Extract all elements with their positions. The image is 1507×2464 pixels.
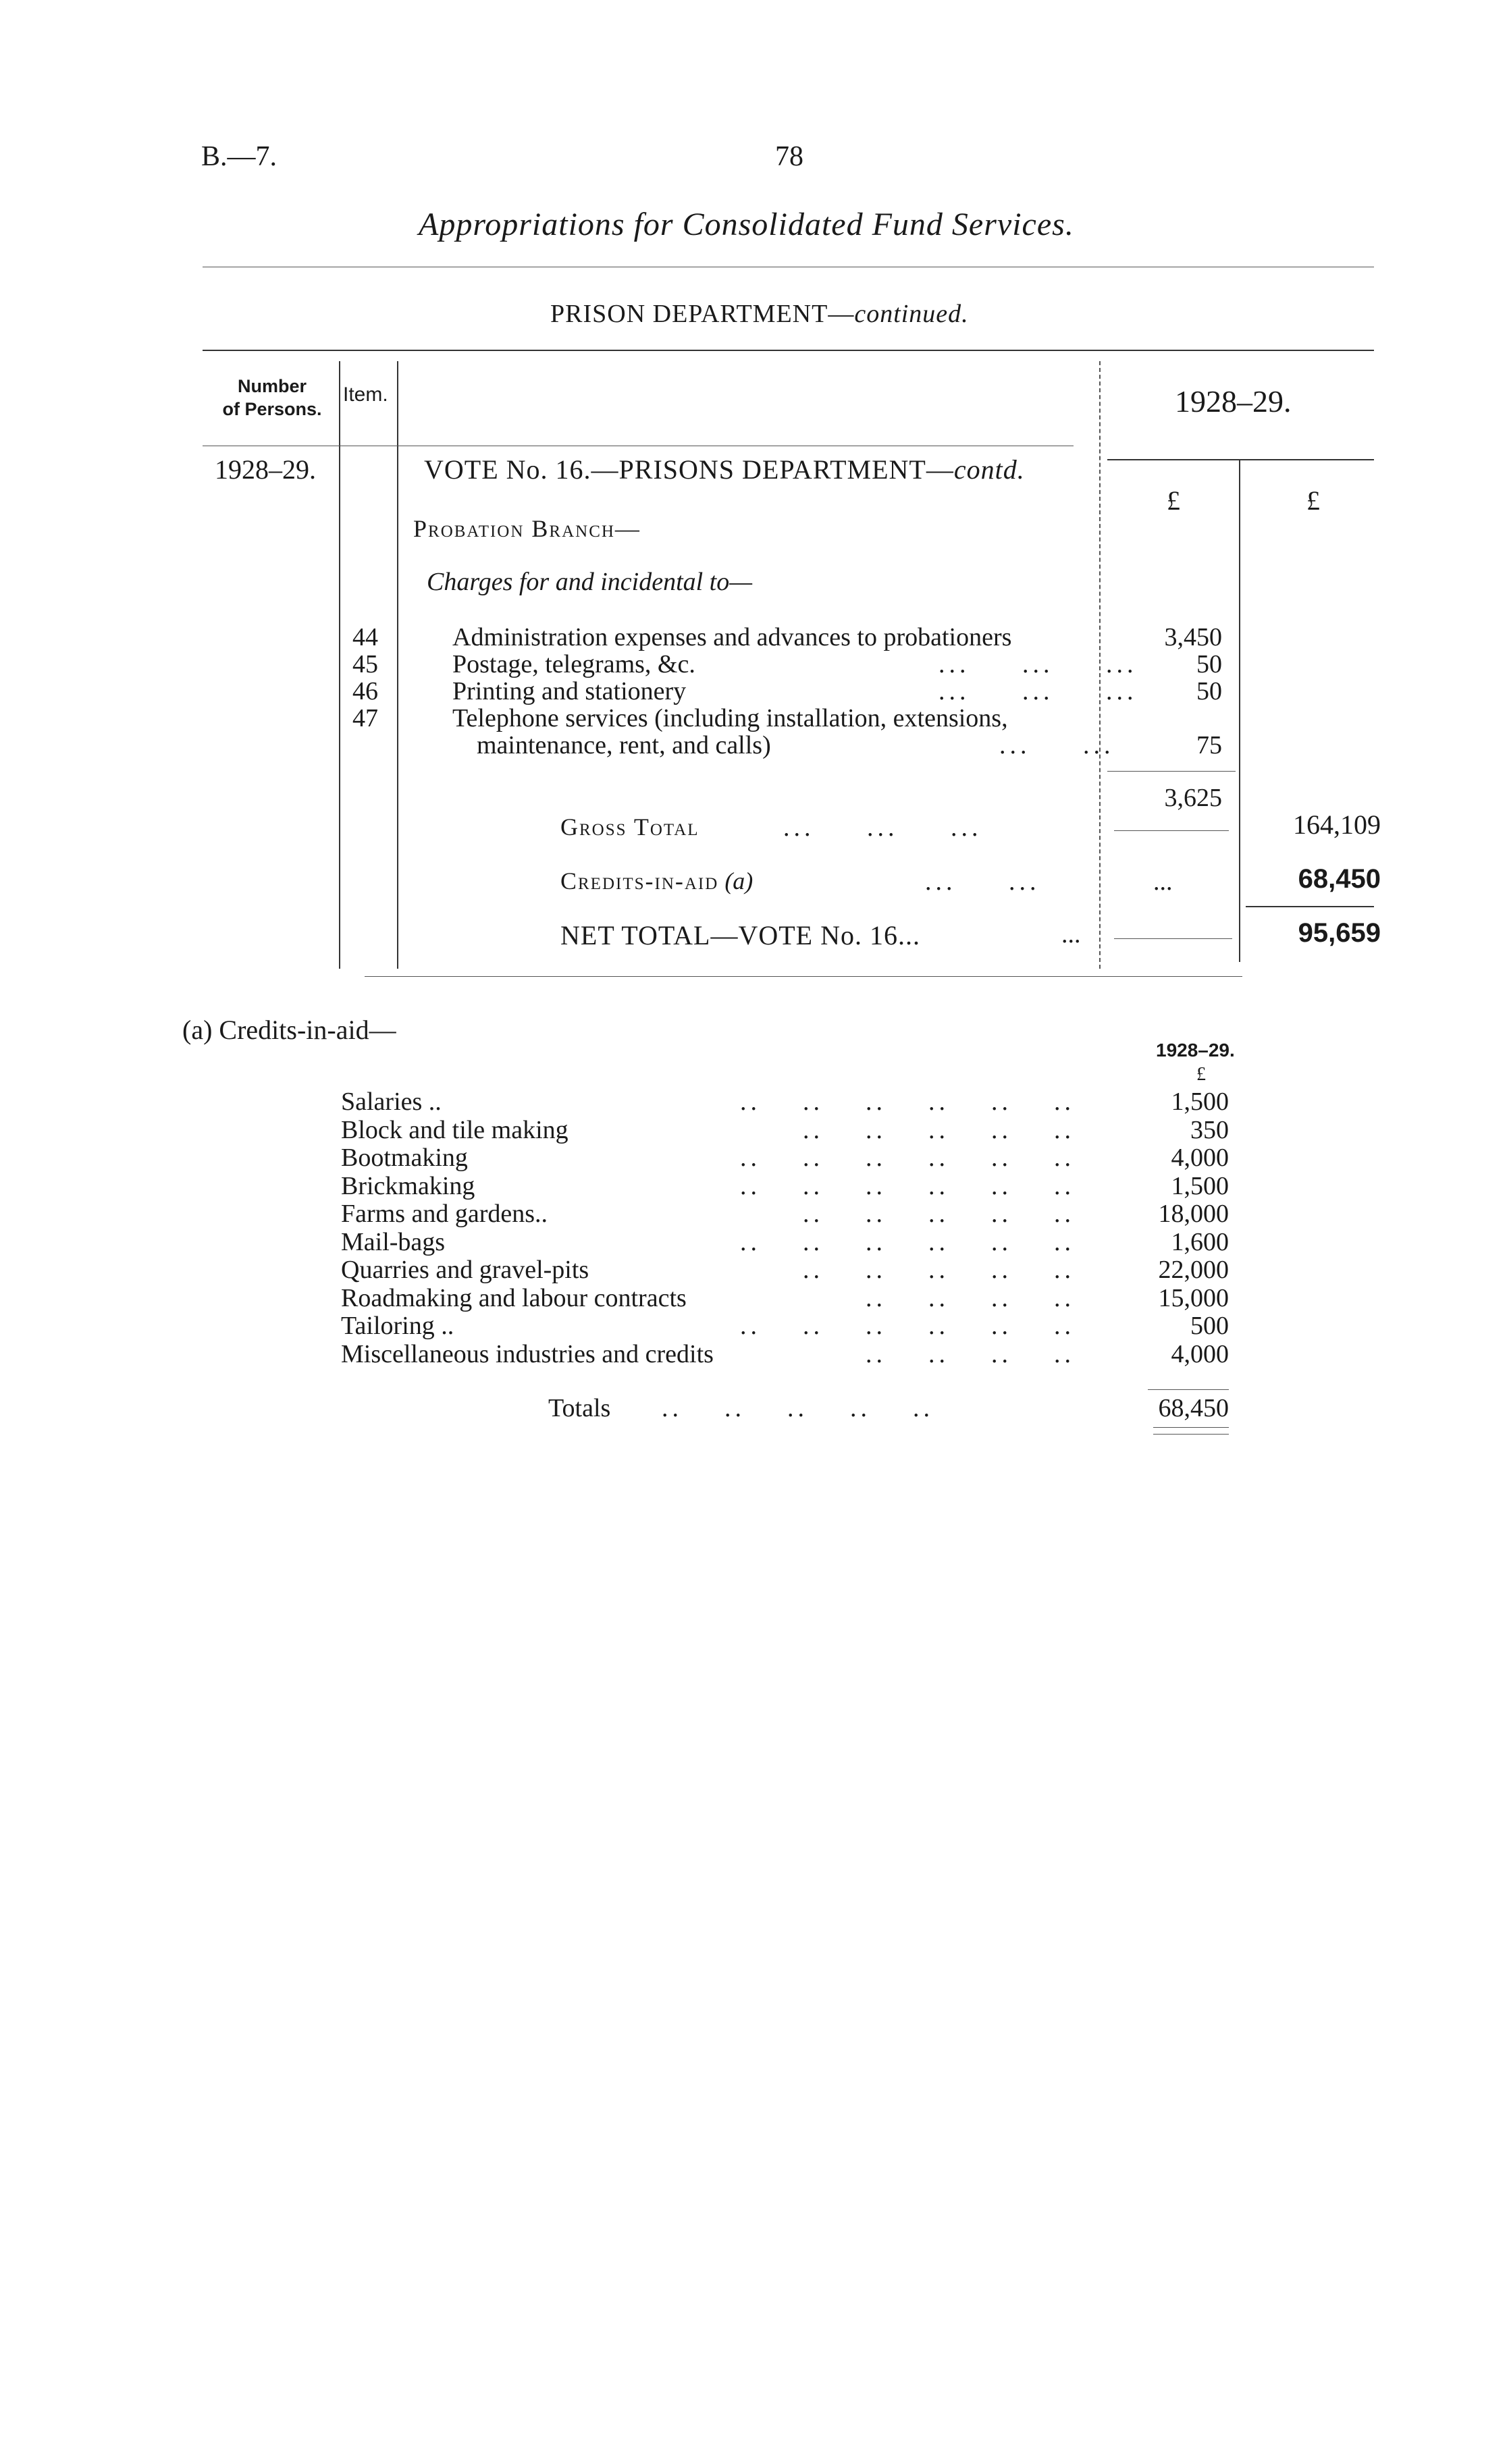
credits-row-label: Block and tile making bbox=[341, 1116, 569, 1144]
item-number: 45 bbox=[352, 650, 378, 678]
leader-dots: .. .. .. .. .. .. bbox=[740, 1088, 1075, 1116]
item-amount: 3,450 bbox=[1164, 623, 1222, 651]
item-description: Telephone services (including installation, extensions, bbox=[452, 704, 1008, 732]
leader-dots: .. .. .. .. .. .. bbox=[740, 1228, 1075, 1256]
credits-row-value: 1,600 bbox=[1171, 1228, 1229, 1256]
credits-row-value: 18,000 bbox=[1158, 1200, 1229, 1228]
credits-row-value: 4,000 bbox=[1171, 1340, 1229, 1368]
page-title: Appropriations for Consolidated Fund Services. bbox=[419, 207, 1074, 242]
net-total-label: NET TOTAL—VOTE No. 16... bbox=[560, 920, 920, 950]
credits-row-value: 22,000 bbox=[1158, 1256, 1229, 1284]
credits-row-label: Miscellaneous industries and credits bbox=[341, 1340, 714, 1368]
item-amount: 50 bbox=[1196, 677, 1222, 705]
item-description-continued: maintenance, rent, and calls) bbox=[477, 731, 771, 759]
leader-dots: .. .. .. .. bbox=[866, 1340, 1075, 1368]
item-description: Postage, telegrams, &c. bbox=[452, 650, 695, 678]
table-bottom-rule bbox=[365, 976, 1242, 977]
credits-row-label: Roadmaking and labour contracts bbox=[341, 1284, 687, 1312]
leader-dots: ... ... ... bbox=[938, 677, 1138, 705]
footnote-currency: £ bbox=[1196, 1064, 1206, 1085]
subtitle-italic: continued. bbox=[854, 300, 969, 328]
item-number: 47 bbox=[352, 704, 378, 732]
gross-total-amount: 164,109 bbox=[1293, 809, 1381, 840]
net-total-dots: ... bbox=[1061, 920, 1081, 948]
item-amount: 50 bbox=[1196, 650, 1222, 678]
credits-row-label: Tailoring .. bbox=[341, 1312, 454, 1340]
credits-row-label: Bootmaking bbox=[341, 1144, 468, 1172]
footnote-year: 1928–29. bbox=[1156, 1040, 1235, 1061]
footnote-totals-label: Totals bbox=[548, 1394, 611, 1422]
leader-dots: .. .. .. .. .. bbox=[803, 1200, 1075, 1228]
totals-double-rule-1 bbox=[1153, 1427, 1229, 1428]
credits-in-aid-ref: (a) bbox=[724, 867, 754, 894]
currency-symbol-total: £ bbox=[1306, 485, 1320, 516]
vote-title-main: VOTE No. 16.—PRISONS DEPARTMENT— bbox=[424, 454, 954, 485]
footnote-totals-value: 68,450 bbox=[1158, 1394, 1229, 1422]
credits-row-value: 1,500 bbox=[1171, 1088, 1229, 1116]
leader-dots: .. .. .. .. .. .. bbox=[740, 1172, 1075, 1200]
branch-heading: Probation Branch— bbox=[413, 515, 641, 542]
column-divider-item bbox=[397, 361, 398, 969]
charges-heading: Charges for and incidental to— bbox=[427, 568, 753, 596]
totals-rule-top bbox=[1148, 1389, 1229, 1390]
leader-dots: ... ... bbox=[925, 867, 1040, 896]
credits-row-label: Brickmaking bbox=[341, 1172, 475, 1200]
column-header-year: 1928–29. bbox=[1175, 384, 1292, 419]
column-divider-amount bbox=[1239, 459, 1240, 962]
footnote-label: (a) Credits-in-aid— bbox=[182, 1015, 396, 1045]
credits-row-label: Mail-bags bbox=[341, 1228, 446, 1256]
totals-double-rule-2 bbox=[1153, 1434, 1229, 1435]
credits-rule bbox=[1246, 906, 1374, 907]
subtotal-rule bbox=[1107, 771, 1236, 772]
page-number: 78 bbox=[775, 141, 803, 172]
item-number: 46 bbox=[352, 677, 378, 705]
subtotal-amount: 3,625 bbox=[1164, 784, 1222, 812]
subtitle-main: PRISON DEPARTMENT— bbox=[550, 300, 855, 328]
column-header-item: Item. bbox=[343, 383, 388, 406]
gross-rule bbox=[1114, 830, 1229, 831]
section-subtitle bbox=[550, 299, 969, 329]
column-header-number-line1: Number bbox=[237, 376, 307, 396]
document-reference: B.—7. bbox=[201, 141, 277, 172]
credits-in-aid-amount: 68,450 bbox=[1298, 864, 1381, 894]
column-header-number bbox=[215, 375, 329, 421]
net-rule bbox=[1114, 938, 1232, 939]
item-description: Administration expenses and advances to probationers bbox=[452, 623, 1012, 651]
leader-dots: ... ... bbox=[999, 731, 1115, 759]
table-top-rule bbox=[203, 350, 1374, 351]
credits-in-aid-text: Credits-in-aid bbox=[560, 867, 719, 894]
item-amount: 75 bbox=[1196, 731, 1222, 759]
gross-total-label: Gross Total bbox=[560, 813, 699, 840]
credits-mid-dots: ... bbox=[1153, 867, 1173, 896]
credits-row-value: 350 bbox=[1190, 1116, 1229, 1144]
number-of-persons-year: 1928–29. bbox=[215, 454, 316, 485]
credits-row-value: 15,000 bbox=[1158, 1284, 1229, 1312]
item-number: 44 bbox=[352, 623, 378, 651]
credits-row-value: 1,500 bbox=[1171, 1172, 1229, 1200]
column-divider-number bbox=[339, 361, 340, 969]
credits-row-label: Farms and gardens.. bbox=[341, 1200, 548, 1228]
credits-in-aid-label bbox=[560, 867, 753, 895]
year-underline bbox=[1107, 459, 1374, 460]
leader-dots: .. .. .. .. bbox=[866, 1284, 1075, 1312]
leader-dots: .. .. .. .. .. .. bbox=[740, 1312, 1075, 1340]
item-description: Printing and stationery bbox=[452, 677, 687, 705]
currency-symbol-subtotal: £ bbox=[1167, 485, 1180, 516]
column-header-number-line2: of Persons. bbox=[222, 399, 322, 419]
leader-dots: .. .. .. .. .. .. bbox=[740, 1144, 1075, 1172]
net-total-amount: 95,659 bbox=[1298, 918, 1381, 948]
leader-dots: .. .. .. .. .. bbox=[662, 1394, 934, 1422]
credits-row-value: 500 bbox=[1190, 1312, 1229, 1340]
vote-title bbox=[424, 454, 1025, 485]
leader-dots: ... ... ... bbox=[938, 650, 1138, 678]
vote-title-italic: contd. bbox=[953, 454, 1025, 485]
credits-row-label: Quarries and gravel-pits bbox=[341, 1256, 589, 1284]
leader-dots: .. .. .. .. .. bbox=[803, 1256, 1075, 1284]
credits-row-label: Salaries .. bbox=[341, 1088, 442, 1116]
credits-row-value: 4,000 bbox=[1171, 1144, 1229, 1172]
leader-dots: .. .. .. .. .. bbox=[803, 1116, 1075, 1144]
leader-dots: ... ... ... bbox=[783, 813, 982, 842]
